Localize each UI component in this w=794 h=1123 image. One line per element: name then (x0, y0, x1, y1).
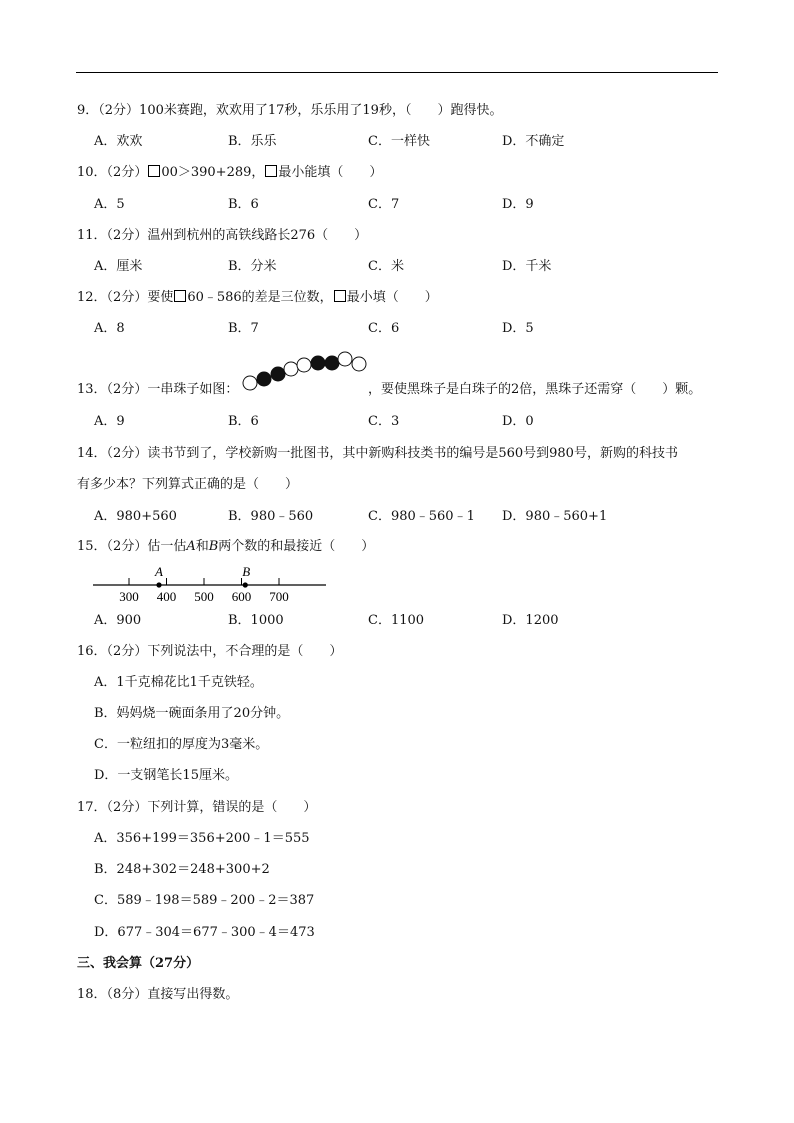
option-d[interactable]: D．1200 (502, 613, 559, 628)
blank-box (334, 290, 346, 302)
option-d[interactable]: D．一支钢笔长15厘米。 (94, 768, 238, 783)
question-17: 17．（2分）下列计算，错误的是（ ） (77, 800, 317, 815)
option-c[interactable]: C．589﹣198＝589﹣200﹣2＝387 (94, 893, 315, 908)
blank-box (174, 290, 186, 302)
black-bead (271, 367, 285, 381)
question-9: 9．（2分）100米赛跑，欢欢用了17秒，乐乐用了19秒，（ ）跑得快。 (77, 103, 503, 118)
question-14-line-1: 14．（2分）读书节到了，学校新购一批图书，其中新购科技类书的编号是560号到980号，新购的科技书 (77, 446, 678, 461)
question-15: 15．（2分）估一估A和B两个数的和最接近（ ） (77, 539, 375, 554)
option-c[interactable]: C．1100 (368, 613, 425, 628)
tick-label: 600 (231, 589, 252, 604)
header-rule (76, 72, 718, 73)
option-a[interactable]: A．厘米 (94, 259, 143, 274)
point-a-label: A (155, 564, 163, 579)
tick-label: 300 (119, 589, 139, 604)
question-14-options (94, 509, 734, 525)
black-bead (257, 372, 271, 386)
question-13-prefix: 13．（2分）一串珠子如图： (77, 382, 239, 397)
option-a[interactable]: A．1千克棉花比1千克铁轻。 (94, 675, 263, 690)
option-c[interactable]: C．米 (368, 259, 404, 274)
tick-label: 400 (156, 589, 177, 604)
option-c[interactable]: C．一样快 (368, 134, 430, 149)
white-bead (297, 358, 311, 372)
blank-box (265, 165, 277, 177)
black-bead (311, 356, 325, 370)
question-10: 10．（2分） 00＞390+289， 最小能填（ ） (77, 165, 383, 180)
point-b-marker (243, 582, 248, 587)
option-a[interactable]: A．欢欢 (94, 134, 143, 149)
question-12: 12．（2分）要使 60﹣586的差是三位数， 最小填（ ） (77, 290, 438, 305)
bead-string-figure (240, 347, 370, 393)
option-c[interactable]: C．6 (368, 321, 400, 336)
option-a[interactable]: A．356+199＝356+200﹣1＝555 (94, 831, 310, 846)
option-c[interactable]: C．980﹣560﹣1 (368, 509, 475, 524)
question-16: 16．（2分）下列说法中，不合理的是（ ） (77, 644, 343, 659)
option-b[interactable]: B．248+302＝248+300+2 (94, 862, 270, 877)
blank-box (148, 165, 160, 177)
question-15-options (94, 613, 734, 629)
white-bead (352, 357, 366, 371)
option-c[interactable]: C．一粒纽扣的厚度为3毫米。 (94, 737, 269, 752)
white-bead (243, 376, 257, 390)
question-11-options (94, 259, 734, 275)
question-13-suffix: ，要使黑珠子是白珠子的2倍，黑珠子还需穿（ ）颗。 (368, 382, 702, 397)
option-b[interactable]: B．6 (228, 197, 259, 212)
option-d[interactable]: D．0 (502, 414, 534, 429)
option-a[interactable]: A．980+560 (94, 509, 177, 524)
option-d[interactable]: D．980﹣560+1 (502, 509, 608, 524)
section-3-title: 三、我会算（27分） (77, 956, 200, 971)
tick-label: 700 (269, 589, 289, 604)
question-13-options (94, 414, 734, 430)
number-line-figure (90, 560, 330, 608)
question-11: 11．（2分）温州到杭州的高铁线路长276（ ） (77, 228, 368, 243)
option-b[interactable]: B．分米 (228, 259, 277, 274)
option-b[interactable]: B．1000 (228, 613, 284, 628)
option-b[interactable]: B．6 (228, 414, 259, 429)
option-a[interactable]: A．900 (94, 613, 142, 628)
question-9-options (94, 134, 734, 150)
option-b[interactable]: B．7 (228, 321, 259, 336)
option-c[interactable]: C．3 (368, 414, 400, 429)
black-bead (325, 356, 339, 370)
option-d[interactable]: D．不确定 (502, 134, 565, 149)
option-b[interactable]: B．乐乐 (228, 134, 277, 149)
option-d[interactable]: D．5 (502, 321, 534, 336)
question-18: 18．（8分）直接写出得数。 (77, 987, 239, 1002)
white-bead (284, 362, 298, 376)
option-d[interactable]: D．千米 (502, 259, 552, 274)
option-b[interactable]: B．980﹣560 (228, 509, 314, 524)
question-10-options (94, 197, 734, 213)
point-a-marker (156, 582, 161, 587)
point-b-label: B (242, 564, 251, 579)
option-d[interactable]: D．677﹣304＝677﹣300﹣4＝473 (94, 925, 315, 940)
question-14-line-2: 有多少本？下列算式正确的是（ ） (77, 477, 299, 492)
tick-label: 500 (194, 589, 214, 604)
option-c[interactable]: C．7 (368, 197, 400, 212)
option-b[interactable]: B．妈妈烧一碗面条用了20分钟。 (94, 706, 290, 721)
question-12-options (94, 321, 734, 337)
white-bead (338, 352, 352, 366)
option-a[interactable]: A．9 (94, 414, 125, 429)
option-a[interactable]: A．5 (94, 197, 125, 212)
option-d[interactable]: D．9 (502, 197, 534, 212)
option-a[interactable]: A．8 (94, 321, 125, 336)
